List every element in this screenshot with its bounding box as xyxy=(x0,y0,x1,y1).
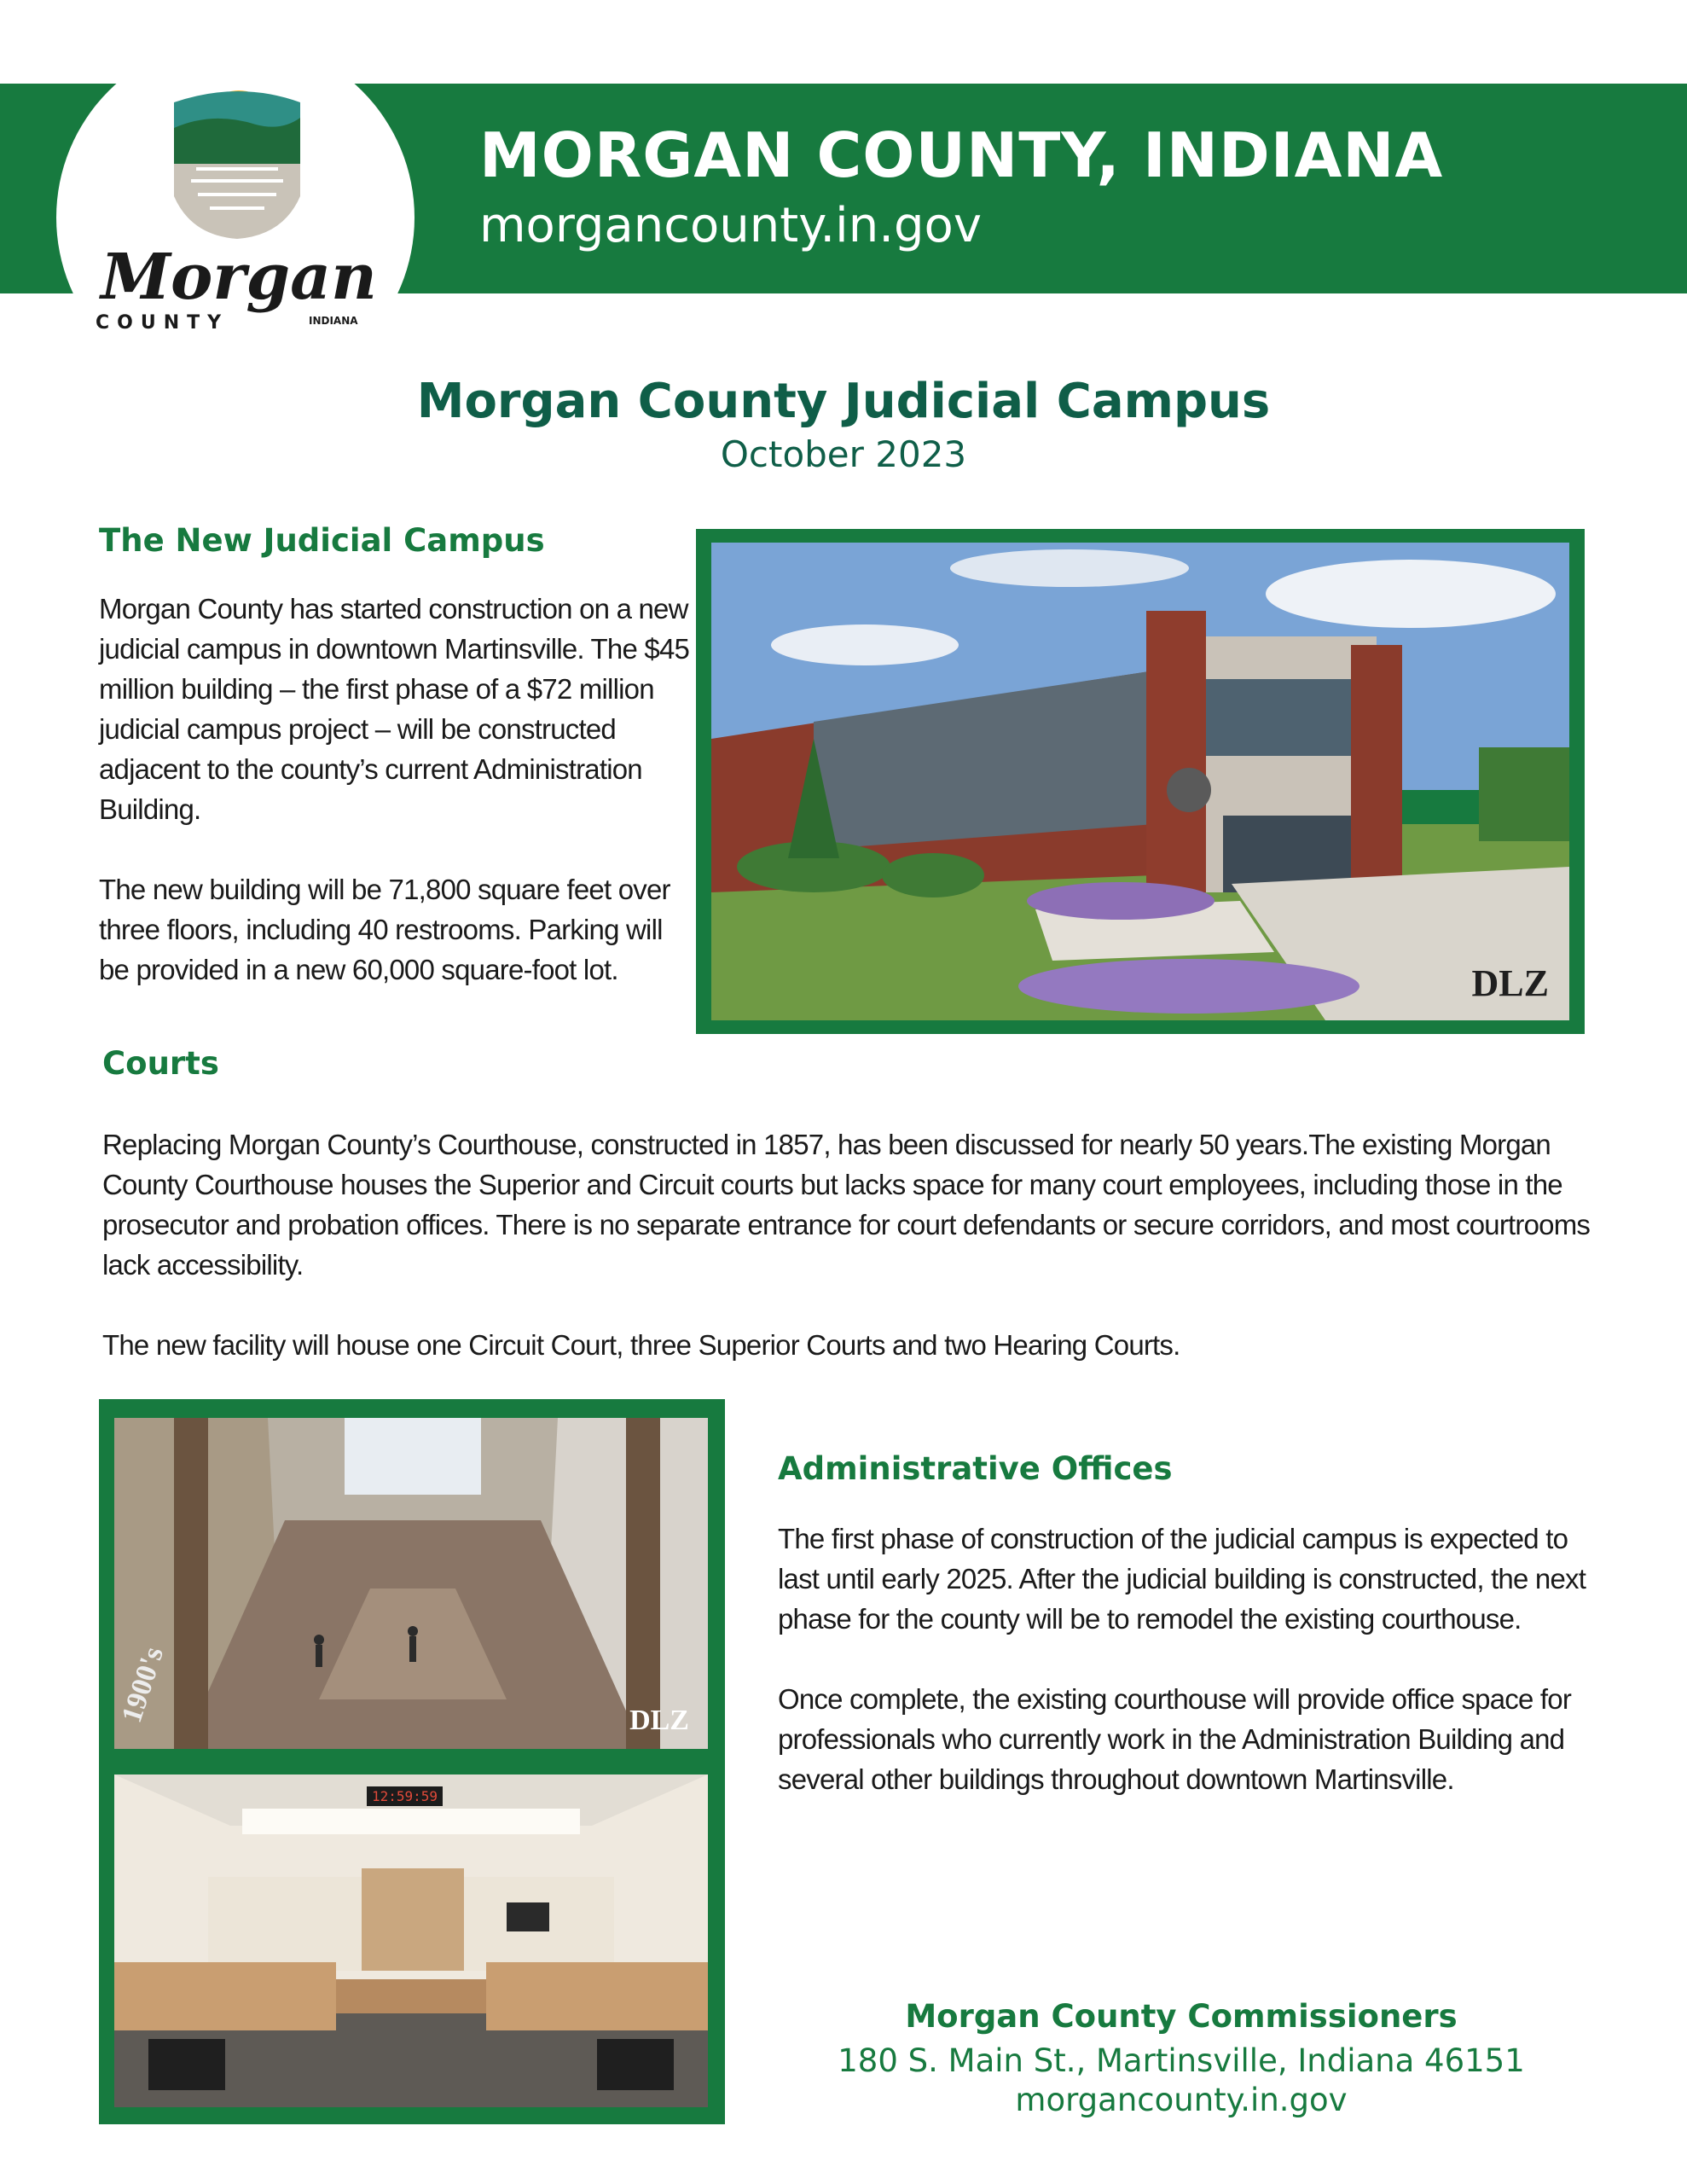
footer-url: morgancounty.in.gov xyxy=(1015,2082,1348,2118)
document-title: Morgan County Judicial Campus xyxy=(416,374,1271,429)
section-heading-courts: Courts xyxy=(102,1045,219,1082)
header-title: MORGAN COUNTY, INDIANA xyxy=(479,119,1444,191)
new-campus-paragraph: The new building will be 71,800 square feet over three floors, including 40 restrooms. Parking will be provided in a new 60,000 square-foot lot. xyxy=(99,874,670,985)
exterior-rendering-image xyxy=(711,543,1569,1020)
admin-text xyxy=(778,1519,1588,1799)
courts-paragraph: Replacing Morgan County’s Courthouse, constructed in 1857, has been discussed for nearly 50 years.The existing Morgan County Courthouse houses the Superior and Circuit courts but lacks space for many court employees, including those in the prosecutor and probation offices. There is no separate entrance for court defendants or secure corridors, and most courtrooms lack accessibility. xyxy=(102,1129,1591,1281)
logo-county-text: COUNTY xyxy=(96,312,229,334)
morgan-county-logo xyxy=(85,68,392,341)
atrium-wall-text: 1900's xyxy=(115,1643,171,1727)
new-campus-paragraph: Morgan County has started construction on a new judicial campus in downtown Martinsville. The $45 million building – the first phase of a $72 million judicial campus project – will be constructed adjacent to the county’s current Administration Building. xyxy=(99,593,690,825)
footer-address: 180 S. Main St., Martinsville, Indiana 46151 xyxy=(838,2042,1525,2079)
admin-paragraph: Once complete, the existing courthouse will provide office space for professionals who currently work in the Administration Building and several other buildings throughout downtown Martinsville. xyxy=(778,1683,1572,1795)
new-campus-text xyxy=(99,589,696,990)
section-heading-new-campus: The New Judicial Campus xyxy=(99,522,545,559)
exterior-watermark: DLZ xyxy=(1471,962,1549,1004)
header-url: morgancounty.in.gov xyxy=(479,198,982,253)
courtroom-rendering-image xyxy=(114,1774,708,2107)
footer-organization: Morgan County Commissioners xyxy=(905,1998,1458,2035)
logo-state-text: INDIANA xyxy=(309,315,358,327)
logo-script: Morgan xyxy=(101,241,377,314)
section-heading-admin: Administrative Offices xyxy=(778,1450,1173,1487)
atrium-rendering-image xyxy=(114,1418,708,1749)
courts-paragraph: The new facility will house one Circuit Court, three Superior Courts and two Hearing Courts. xyxy=(102,1329,1180,1361)
document-date: October 2023 xyxy=(720,433,967,475)
admin-paragraph: The first phase of construction of the judicial campus is expected to last until early 2025. After the judicial building is constructed, the next phase for the county will be to remodel the existing courthouse. xyxy=(778,1523,1586,1635)
courts-text xyxy=(102,1124,1603,1365)
atrium-watermark: DLZ xyxy=(629,1705,689,1736)
courtroom-clock: 12:59:59 xyxy=(367,1786,443,1806)
